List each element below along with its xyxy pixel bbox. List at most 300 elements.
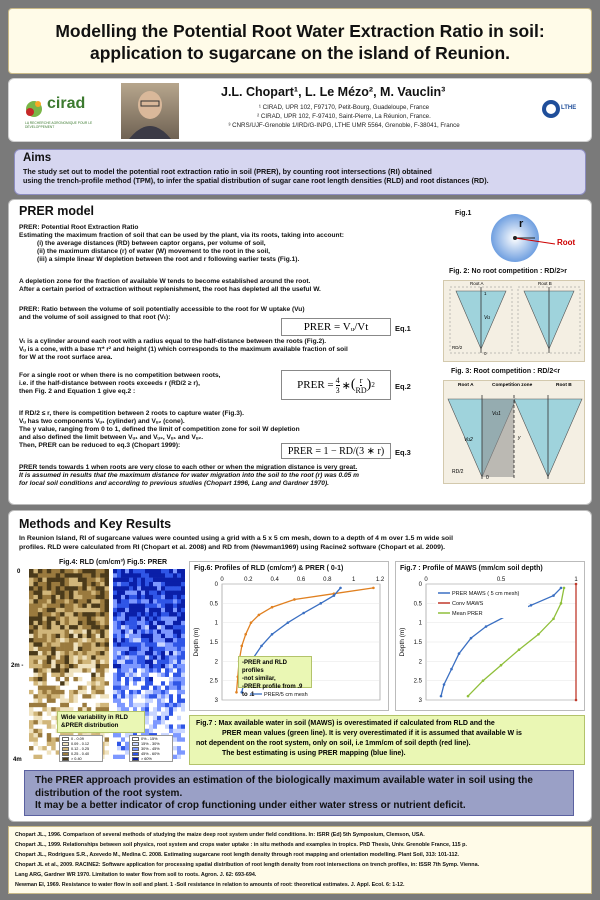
map-cell [78,612,83,617]
map-cell [161,703,165,708]
map-cell [153,629,157,634]
map-cell [177,569,181,574]
map-cell [117,742,121,747]
map-cell [51,712,56,717]
map-cell [125,638,129,643]
conclusion-line-1: The PRER approach provides an estimation of the biologically maximum available water in soil using the [35,775,533,786]
y-tick-label: 0.5 [413,601,422,608]
map-cell [177,599,181,604]
map-cell [47,647,52,652]
map-cell [133,599,137,604]
map-cell [129,664,133,669]
map-cell [33,655,38,660]
map-cell [91,642,96,647]
map-cell [181,746,185,751]
map-cell [78,677,83,682]
map-cell [38,733,43,738]
map-cell [181,578,185,583]
map-cell [47,664,52,669]
map-cell [87,595,92,600]
map-cell [29,569,34,574]
map-cell [38,673,43,678]
map-cell [87,617,92,622]
methods-title: Methods and Key Results [19,517,172,531]
map-cell [113,586,117,591]
map-cell [165,668,169,673]
map-cell [177,582,181,587]
map-cell [73,642,78,647]
map-cell [153,634,157,639]
map-cell [51,694,56,699]
map-cell [100,677,105,682]
map-cell [145,655,149,660]
data-point [563,587,566,590]
map-cell [121,625,125,630]
map-cell [87,677,92,682]
map-cell [137,573,141,578]
map-cell [69,655,74,660]
map-cell [169,699,173,704]
map-cell [47,677,52,682]
map-cell [29,742,34,747]
map-cell [113,642,117,647]
map-cell [33,703,38,708]
map-cell [133,591,137,596]
map-cell [177,578,181,583]
map-cell [29,703,34,708]
map-cell [157,720,161,725]
map-cell [96,608,101,613]
map-cell [38,668,43,673]
map-cell [73,664,78,669]
map-cell [157,608,161,613]
map-cell [145,569,149,574]
map-cell [82,629,87,634]
map-cell [105,673,109,678]
map-cell [173,617,177,622]
map-cell [69,642,74,647]
map-cell [129,634,133,639]
map-cell [117,733,121,738]
map-cell [129,703,133,708]
map-cell [181,569,185,574]
map-cell [47,582,52,587]
map-cell [65,612,70,617]
map-cell [165,638,169,643]
map-cell [38,755,43,759]
map-cell [157,686,161,691]
map-cell [149,673,153,678]
map-cell [113,599,117,604]
map-cell [137,660,141,665]
map-cell [91,647,96,652]
map-cell [149,604,153,609]
map-cell [42,724,47,729]
map-cell [141,578,145,583]
map-cell [161,668,165,673]
map-cell [78,625,83,630]
map-cell [165,573,169,578]
x-tick-label: 0.8 [323,577,332,583]
map-cell [153,617,157,622]
map-cell [133,686,137,691]
map-cell [51,686,56,691]
legend-label: 30% - 45% [141,746,160,751]
map-cell [38,729,43,734]
eq2-mid: ∗ [341,379,351,392]
prer-p5-line3: then Fig. 2 and Equation 1 give eq.2 : [19,388,136,395]
map-cell [149,694,153,699]
map-cell [78,647,83,652]
map-cell [65,629,70,634]
fig6-chart-frame [189,561,389,711]
map-cell [121,694,125,699]
map-cell [96,629,101,634]
map-cell [121,586,125,591]
map-cell [56,686,61,691]
map-cell [91,612,96,617]
map-cell [177,677,181,682]
map-cell [69,573,74,578]
map-cell [96,651,101,656]
map-cell [47,755,52,759]
fig7-caption-3: not dependent on the root system, only on soil, i.e 1mm/cm of soil depth (red line). [196,740,471,747]
map-cell [38,703,43,708]
map-cell [165,686,169,691]
map-cell [38,569,43,574]
map-cell [121,642,125,647]
y-tick-label: 1.5 [209,640,218,646]
fig2-diagram [444,281,586,363]
map-cell [105,737,109,742]
map-cell [91,673,96,678]
map-cell [100,686,105,691]
map-cell [153,724,157,729]
map-cell [161,591,165,596]
map-cell [29,694,34,699]
map-cell [153,573,157,578]
map-cell [181,664,185,669]
map-cell [129,604,133,609]
y-tick-label: 2.5 [413,678,422,685]
map-cell [145,617,149,622]
map-cell [56,582,61,587]
map-cell [125,612,129,617]
map-cell [42,642,47,647]
map-cell [91,586,96,591]
fig1-root: Root [557,238,576,247]
map-cell [145,586,149,591]
map-cell [177,604,181,609]
eq2-inner-den: RD [355,385,367,395]
map-cell [51,625,56,630]
map-cell [73,638,78,643]
map-cell [42,621,47,626]
map-cell [73,690,78,695]
map-cell [173,625,177,630]
map-cell [69,686,74,691]
map-cell [65,638,70,643]
map-cell [33,720,38,725]
map-cell [133,699,137,704]
map-cell [38,707,43,712]
map-cell [47,720,52,725]
data-point [530,604,533,607]
map-cell [65,668,70,673]
map-cell [87,642,92,647]
map-cell [153,638,157,643]
prer-model-panel [8,199,592,505]
map-cell [157,599,161,604]
map-cell [117,699,121,704]
map-cell [121,638,125,643]
fig2-label: Fig. 2: No root competition : RD/2>r [449,268,568,275]
map-cell [47,604,52,609]
map-cell [60,699,65,704]
map-cell [161,681,165,686]
map-cell [181,699,185,704]
map-cell [105,733,109,738]
map-cell [137,595,141,600]
map-cell [149,655,153,660]
map-cell [157,629,161,634]
map-cell [149,586,153,591]
map-cell [113,621,117,626]
map-cell [173,664,177,669]
map-cell [47,655,52,660]
map-cell [181,651,185,656]
map-cell [169,660,173,665]
map-cell [29,664,34,669]
map-cell [121,664,125,669]
fig3-root-a: Root A [458,383,474,388]
equation-2 [281,370,391,400]
map-cell [121,634,125,639]
map-cell [133,634,137,639]
map-cell [181,629,185,634]
map-cell [125,582,129,587]
map-cell [96,694,101,699]
map-cell [65,617,70,622]
data-point [271,633,274,636]
map-cell [133,660,137,665]
data-point [458,652,461,655]
map-cell [87,703,92,708]
map-cell [47,694,52,699]
map-cell [100,664,105,669]
map-cell [177,629,181,634]
map-cell [137,690,141,695]
map-cell [117,755,121,759]
eq2-exp: 2 [371,381,375,389]
map-cell [69,591,74,596]
map-cell [100,634,105,639]
map-cell [169,707,173,712]
map-cell [56,677,61,682]
map-cell [169,599,173,604]
aims-line-1: The study set out to model the potential root extraction ratio in soil (PRER), by counting root intersections (RI) obtained [23,167,432,176]
map-cell [153,591,157,596]
map-cell [42,720,47,725]
reference-5: Lang ARG, Gardner WR 1970. Limitation to water flow from soil to roots. Agron. J. 62: 693-694. [15,872,257,878]
map-cell [141,668,145,673]
map-cell [69,599,74,604]
map-cell [157,724,161,729]
map-cell [157,595,161,600]
map-cell [149,569,153,574]
map-cell [87,694,92,699]
map-cell [133,647,137,652]
map-cell [145,647,149,652]
map-cell [121,750,125,755]
map-cell [78,617,83,622]
map-cell [105,694,109,699]
map-cell [60,586,65,591]
map-cell [117,668,121,673]
map-cell [181,621,185,626]
map-cell [100,604,105,609]
map-cell [91,599,96,604]
map-cell [105,634,109,639]
map-cell [51,733,56,738]
data-point [339,587,342,590]
map-cell [161,638,165,643]
prer-model-title: PRER model [19,204,95,218]
map-cell [137,629,141,634]
data-point [500,664,503,667]
map-cell [141,690,145,695]
map-cell [129,591,133,596]
map-cell [177,707,181,712]
map-cell [113,733,117,738]
map-cell [29,746,34,751]
map-cell [157,677,161,682]
prer-p5-line2: i.e. if the half-distance between roots exceeds r (RD/2 ≥ r), [19,380,200,387]
map-cell [29,720,34,725]
eq2-left: PRER = [297,379,334,391]
map-cell [56,578,61,583]
map-cell [91,668,96,673]
map-cell [129,617,133,622]
map-cell [149,617,153,622]
map-cell [29,625,34,630]
map-cell [117,655,121,660]
map-cell [33,733,38,738]
map-cell [149,651,153,656]
map-cell [60,664,65,669]
map-cell [133,681,137,686]
map-cell [113,694,117,699]
references-panel [8,826,592,894]
map-cell [169,651,173,656]
map-cell [141,677,145,682]
map-cell [51,724,56,729]
map-cell [65,642,70,647]
map-cell [42,569,47,574]
author-photo [121,83,179,139]
map-cell [73,621,78,626]
map-cell [141,651,145,656]
map-cell [73,617,78,622]
fig1-root-dot [513,236,517,240]
map-cell [78,591,83,596]
prer-p8-line2: for local soil conditions and according to previous studies (Chopart 1996, Lang and Gardner 1970). [19,480,329,487]
map-cell [121,591,125,596]
rld-legend [59,735,103,762]
map-cell [87,668,92,673]
map-cell [121,677,125,682]
map-cell [87,681,92,686]
prer-p5-line1: For a single root or when there is no competition between roots, [19,372,221,379]
map-cell [117,591,121,596]
map-cell [69,638,74,643]
map-cell [56,634,61,639]
map-cell [125,694,129,699]
map-cell [82,681,87,686]
map-cell [181,729,185,734]
map-cell [56,673,61,678]
y-tick-label: 3 [418,698,422,704]
map-cell [100,694,105,699]
map-cell [47,634,52,639]
map-cell [161,612,165,617]
map-cell [165,716,169,721]
map-cell [165,651,169,656]
lthe-logo [541,95,581,125]
map-cell [121,655,125,660]
map-cell [165,699,169,704]
map-cell [169,621,173,626]
depth-2m: 2m - [11,663,24,669]
map-cell [29,673,34,678]
map-cell [129,673,133,678]
map-cell [69,651,74,656]
map-cell [73,612,78,617]
y-tick-label: 2 [214,659,218,666]
map-cell [38,651,43,656]
map-cell [78,642,83,647]
affiliation-1: ¹ CIRAD, UPR 102, F97170, Petit-Bourg, Guadeloupe, France [258,104,430,111]
map-cell [82,642,87,647]
eq2-inner [356,376,367,395]
legend-swatch [62,747,69,751]
map-cell [121,686,125,691]
fig6-note-3: -PRER profile from .9 to .1 [242,684,303,698]
map-cell [129,629,133,634]
fig3-vu1: Vu1 [492,411,501,417]
map-cell [60,604,65,609]
map-cell [149,638,153,643]
map-cell [47,673,52,678]
map-cell [141,673,145,678]
map-cell [38,599,43,604]
map-cell [161,720,165,725]
map-cell [169,720,173,725]
map-cell [82,647,87,652]
map-cell [91,578,96,583]
map-cell [51,703,56,708]
map-cell [177,694,181,699]
map-cell [177,686,181,691]
map-cell [96,599,101,604]
map-cell [73,699,78,704]
data-point [260,645,263,648]
map-cell [60,599,65,604]
map-cell [125,629,129,634]
map-cell [73,629,78,634]
fig7-legend-label: Mean PRER [452,611,483,617]
map-cell [137,608,141,613]
